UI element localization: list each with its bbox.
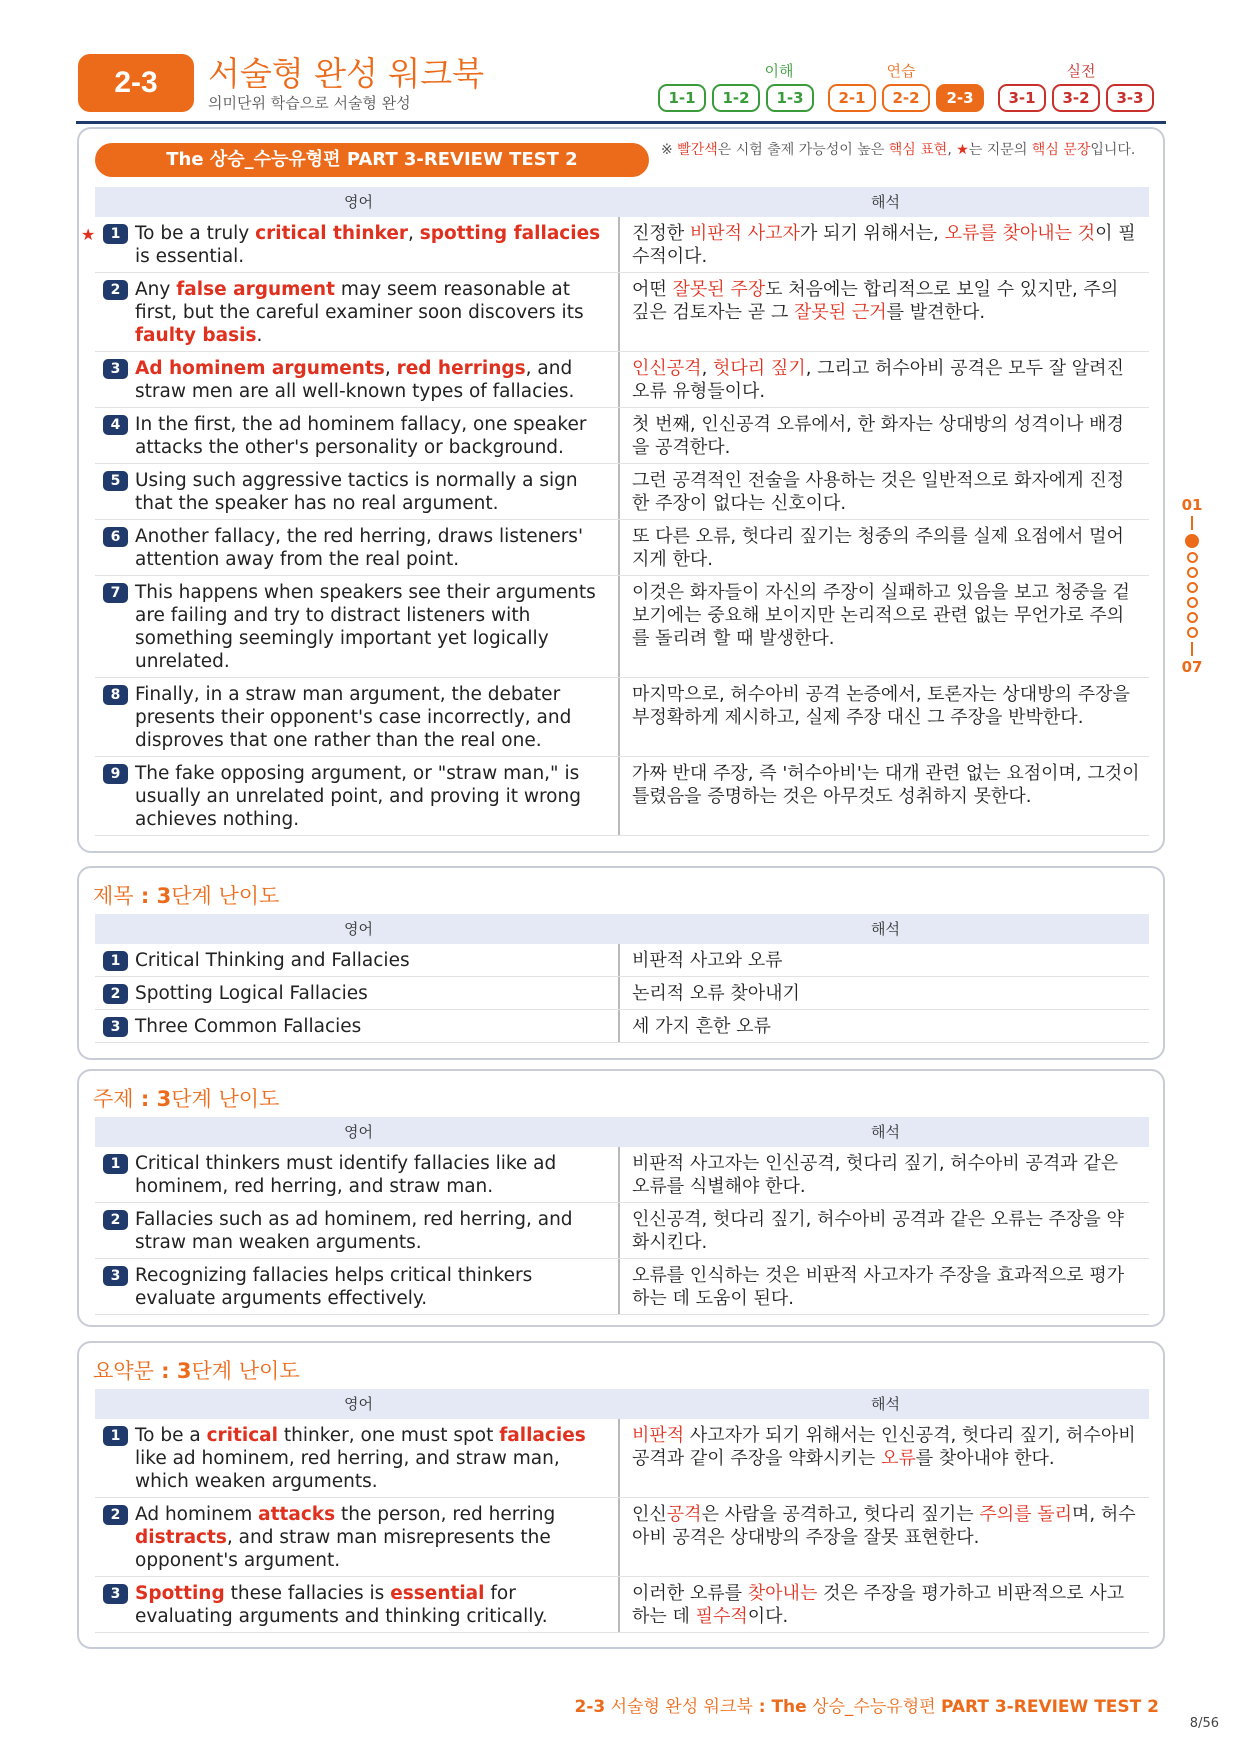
english-cell — [95, 1259, 620, 1314]
step-3-1[interactable]: 3-1 — [998, 84, 1046, 112]
note-text: 입니다. — [1090, 142, 1136, 158]
summary-panel — [77, 1341, 1165, 1649]
difficulty-level: 3 — [176, 1359, 192, 1383]
korean-cell — [620, 464, 1149, 519]
key-phrase: critical — [206, 1425, 279, 1446]
legend-note — [661, 141, 1157, 160]
step-3-3[interactable]: 3-3 — [1106, 84, 1154, 112]
group-label-real: 실전 — [1066, 62, 1096, 80]
korean-cell — [620, 273, 1149, 351]
step-1-1[interactable]: 1-1 — [658, 84, 706, 112]
english-text: The fake opposing argument, or "straw man," is usually an unrelated point, and proving it wrong achieves nothing. — [135, 763, 581, 830]
note-red-keyword: 빨간색 — [677, 142, 718, 158]
sentence-number: 2 — [103, 280, 128, 300]
key-phrase: 잘못된 근거 — [794, 302, 887, 323]
column-header-korean: 해석 — [871, 920, 900, 938]
korean-cell — [620, 1259, 1149, 1314]
key-phrase: false argument — [176, 279, 335, 300]
korean-cell — [620, 757, 1149, 835]
key-phrase: 공격 — [666, 1504, 702, 1525]
korean-text: 진정한 — [632, 223, 690, 244]
english-cell — [95, 757, 620, 835]
table-row — [95, 977, 1149, 1010]
header-divider — [76, 121, 1166, 124]
section-separator: : — [153, 1359, 177, 1383]
review-table — [81, 187, 1149, 836]
english-text: , — [384, 358, 397, 379]
section-title — [93, 1355, 300, 1385]
table-row — [95, 1147, 1149, 1203]
korean-text: , — [701, 358, 714, 379]
table-row — [95, 1259, 1149, 1315]
summary-rows — [95, 1419, 1149, 1633]
note-text: ※ — [661, 142, 678, 158]
side-progress-nav — [1178, 496, 1206, 676]
sentence-number: 1 — [103, 1154, 128, 1174]
difficulty-level: 3 — [156, 1087, 172, 1111]
korean-cell — [620, 944, 1149, 976]
page-number: 8/56 — [1189, 1716, 1219, 1731]
english-text: Critical Thinking and Fallacies — [135, 950, 410, 971]
table-row — [81, 217, 1149, 273]
english-text: like ad hominem, red herring, and straw man, which weaken arguments. — [135, 1448, 560, 1492]
column-header-english: 영어 — [344, 193, 373, 211]
key-phrase: critical thinker — [255, 223, 408, 244]
key-phrase: 필수적 — [695, 1606, 748, 1627]
english-text: Ad hominem — [135, 1504, 259, 1525]
side-nav-dot[interactable] — [1187, 627, 1198, 638]
korean-text: 세 가지 흔한 오류 — [632, 1016, 771, 1037]
english-text: To be a truly — [135, 223, 256, 244]
sentence-number: 8 — [103, 685, 128, 705]
sentence-number: 3 — [103, 359, 128, 379]
sentence-number: 2 — [103, 984, 128, 1004]
sentence-number: 3 — [103, 1584, 128, 1604]
korean-cell — [620, 1419, 1149, 1497]
english-cell — [95, 352, 620, 407]
english-text: , and straw men are all well-known types of fallacies. — [135, 358, 575, 402]
note-text: 은 시험 출제 가능성이 높은 — [717, 142, 889, 158]
column-header-english: 영어 — [344, 1123, 373, 1141]
footer-source — [574, 1692, 1159, 1717]
english-text: may seem reasonable at first, but the careful examiner soon discovers its — [135, 279, 584, 323]
korean-text: 오류를 인식하는 것은 비판적 사고자가 주장을 효과적으로 평가하는 데 도움이 된다. — [632, 1265, 1125, 1309]
theme-rows — [95, 1147, 1149, 1315]
korean-cell — [620, 217, 1149, 272]
star-icon: ★ — [81, 225, 96, 244]
table-header — [95, 1117, 1149, 1147]
english-text: the person, red herring — [335, 1504, 556, 1525]
table-row — [95, 1203, 1149, 1259]
column-header-korean: 해석 — [871, 1123, 900, 1141]
table-row — [95, 464, 1149, 520]
sentence-number: 4 — [103, 415, 128, 435]
title-rows — [95, 944, 1149, 1043]
english-cell — [95, 464, 620, 519]
column-header-english: 영어 — [344, 1395, 373, 1413]
korean-text: 도 처음에는 합리적으로 보일 수 있지만, 주의 깊은 검토자는 곧 그 — [632, 279, 1119, 323]
table-row — [95, 1419, 1149, 1498]
key-phrase: 오류 — [880, 1448, 916, 1469]
side-nav-dot[interactable] — [1187, 552, 1198, 563]
step-1-2[interactable]: 1-2 — [712, 84, 760, 112]
step-2-3[interactable]: 2-3 — [936, 84, 984, 112]
english-text: Three Common Fallacies — [135, 1016, 362, 1037]
korean-text: 이러한 오류를 — [632, 1583, 748, 1604]
table-header — [95, 914, 1149, 944]
title-table — [95, 914, 1149, 1043]
korean-text: 그런 공격적인 전술을 사용하는 것은 일반적으로 화자에게 진정한 주장이 없다는 신호이다. — [632, 470, 1125, 514]
footer-code: 2-3 — [574, 1697, 606, 1717]
side-nav-bar — [1191, 516, 1193, 530]
korean-text: 인신 — [632, 1504, 667, 1525]
korean-text: 논리적 오류 찾아내기 — [632, 983, 800, 1004]
english-cell — [95, 1419, 620, 1497]
korean-cell — [620, 352, 1149, 407]
star-icon: ★ — [956, 142, 969, 158]
footer-source-prefix: The — [771, 1697, 807, 1717]
korean-text: 비판적 사고자는 인신공격, 헛다리 짚기, 허수아비 공격과 같은 오류를 식별해야 한다. — [632, 1153, 1119, 1197]
summary-table — [95, 1389, 1149, 1633]
unit-badge: 2-3 — [78, 54, 194, 112]
side-nav-dot[interactable] — [1187, 612, 1198, 623]
key-phrase: 비판적 — [632, 1425, 685, 1446]
table-row — [95, 273, 1149, 352]
review-rows — [81, 217, 1149, 836]
korean-text: 를 찾아내야 한다. — [915, 1448, 1055, 1469]
korean-text: 이 필수적이다. — [632, 223, 1136, 267]
review-panel — [77, 127, 1165, 853]
section-label: 주제 — [93, 1087, 134, 1111]
english-cell — [95, 1147, 620, 1202]
english-cell — [95, 944, 620, 976]
side-nav-dot[interactable] — [1187, 567, 1198, 578]
sentence-number: 1 — [103, 1426, 128, 1446]
page-subtitle: 의미단위 학습으로 서술형 완성 — [208, 94, 411, 112]
title-panel — [77, 866, 1165, 1060]
korean-text: 것은 주장을 평가하고 비판적으로 사고하는 데 — [632, 1583, 1125, 1627]
section-title — [93, 1083, 279, 1113]
section-separator: : — [133, 884, 157, 908]
table-row — [95, 944, 1149, 977]
english-text: these fallacies is — [224, 1583, 391, 1604]
sentence-number: 2 — [103, 1505, 128, 1525]
korean-cell — [620, 1010, 1149, 1042]
note-text: , — [947, 142, 957, 158]
key-phrase: distracts — [135, 1527, 227, 1548]
key-phrase: 주의를 돌리 — [979, 1504, 1072, 1525]
english-cell — [95, 576, 620, 677]
korean-text: 은 사람을 공격하고, 헛다리 짚기는 — [701, 1504, 980, 1525]
key-phrase: Spotting — [135, 1583, 225, 1604]
korean-cell — [620, 977, 1149, 1009]
korean-text: 며, 허수아비 공격은 상대방의 주장을 잘못 표현한다. — [632, 1504, 1136, 1548]
korean-text: 어떤 — [632, 279, 673, 300]
english-cell — [95, 1203, 620, 1258]
sentence-number: 3 — [103, 1266, 128, 1286]
footer-source-part: PART 3-REVIEW TEST 2 — [940, 1697, 1159, 1717]
table-row — [95, 678, 1149, 757]
difficulty-suffix: 단계 난이도 — [171, 1087, 280, 1111]
korean-text: 마지막으로, 허수아비 공격 논증에서, 토론자는 상대방의 주장을 부정확하게 제시하고, 실제 주장 대신 그 주장을 반박한다. — [632, 684, 1130, 728]
side-nav-end: 07 — [1181, 658, 1203, 676]
difficulty-suffix: 단계 난이도 — [171, 884, 280, 908]
korean-cell — [620, 576, 1149, 677]
korean-text: 또 다른 오류, 헛다리 짚기는 청중의 주의를 실제 요점에서 멀어지게 한다. — [632, 526, 1124, 570]
korean-text: 가짜 반대 주장, 즉 '허수아비'는 대개 관련 없는 요점이며, 그것이 틀렸음을 증명하는 것은 아무것도 성취하지 못한다. — [632, 763, 1140, 807]
korean-cell — [620, 1498, 1149, 1576]
english-text: for evaluating arguments and thinking critically. — [135, 1583, 548, 1627]
source-pill: The 상승_수능유형편 PART 3-REVIEW TEST 2 — [95, 143, 649, 177]
english-text: Any — [135, 279, 177, 300]
english-cell — [95, 678, 620, 756]
key-phrase: essential — [390, 1583, 485, 1604]
korean-text: 비판적 사고와 오류 — [632, 950, 783, 971]
english-cell — [95, 520, 620, 575]
english-text: Fallacies such as ad hominem, red herring, and straw man weaken arguments. — [135, 1209, 573, 1253]
group-label-practice: 연습 — [886, 62, 916, 80]
english-text: To be a — [135, 1425, 207, 1446]
sentence-number: 2 — [103, 1210, 128, 1230]
table-header — [95, 187, 1149, 217]
korean-text: 첫 번째, 인신공격 오류에서, 한 화자는 상대방의 성격이나 배경을 공격한다. — [632, 414, 1124, 458]
note-key-expression: 핵심 표현 — [888, 142, 948, 158]
table-row — [95, 1010, 1149, 1043]
korean-text: 이다. — [747, 1606, 789, 1627]
note-key-sentence: 핵심 문장 — [1031, 142, 1091, 158]
english-text: Critical thinkers must identify fallacies like ad hominem, red herring, and straw man. — [135, 1153, 557, 1197]
column-header-korean: 해석 — [871, 1395, 900, 1413]
key-phrase: 헛다리 짚기 — [713, 358, 806, 379]
footer-source-name: 상승_수능유형편 — [812, 1697, 936, 1717]
korean-text: 이것은 화자들이 자신의 주장이 실패하고 있음을 보고 청중을 겉보기에는 중요해 보이지만 논리적으로 관련 없는 무언가로 주의를 돌리려 할 때 발생한다. — [632, 582, 1130, 649]
sentence-number: 1 — [103, 224, 128, 244]
section-separator: : — [133, 1087, 157, 1111]
note-text: 는 지문의 — [968, 142, 1032, 158]
theme-panel — [77, 1069, 1165, 1327]
key-phrase: attacks — [258, 1504, 336, 1525]
side-nav-start: 01 — [1181, 496, 1203, 514]
english-cell — [95, 977, 620, 1009]
key-phrase: 인신공격 — [632, 358, 702, 379]
table-header — [95, 1389, 1149, 1419]
table-row — [95, 408, 1149, 464]
difficulty-level: 3 — [156, 884, 172, 908]
english-text: , and straw man misrepresents the opponent's argument. — [135, 1527, 551, 1571]
key-phrase: 찾아내는 — [747, 1583, 818, 1604]
side-nav-dot[interactable] — [1187, 597, 1198, 608]
english-text: Finally, in a straw man argument, the debater presents their opponent's case incorrectly, and disproves that one rather than the real one. — [135, 684, 572, 751]
english-cell — [81, 217, 620, 272]
english-cell — [95, 1498, 620, 1576]
sentence-number: 6 — [103, 527, 128, 547]
section-label: 제목 — [93, 884, 134, 908]
group-label-understand: 이해 — [764, 62, 794, 80]
page-title: 서술형 완성 워크북 — [208, 54, 485, 93]
key-phrase: spotting fallacies — [419, 223, 601, 244]
english-text: This happens when speakers see their arguments are failing and try to distract listeners with something seemingly important yet logically unrelated. — [135, 582, 596, 672]
english-text: Recognizing fallacies helps critical thinkers evaluate arguments effectively. — [135, 1265, 533, 1309]
column-header-english: 영어 — [344, 920, 373, 938]
korean-cell — [620, 1147, 1149, 1202]
table-row — [95, 1498, 1149, 1577]
korean-cell — [620, 678, 1149, 756]
english-text: . — [256, 325, 263, 346]
sentence-number: 3 — [103, 1017, 128, 1037]
korean-cell — [620, 1203, 1149, 1258]
english-text: thinker, one must spot — [278, 1425, 500, 1446]
korean-text: 사고자가 되기 위해서는 인신공격, 헛다리 짚기, 허수아비 공격과 같이 주장을 약화시키는 — [632, 1425, 1136, 1469]
english-cell — [95, 408, 620, 463]
english-text: Using such aggressive tactics is normally a sign that the speaker has no real argument. — [135, 470, 578, 514]
section-label: 요약문 — [93, 1359, 154, 1383]
sentence-number: 1 — [103, 951, 128, 971]
table-row — [95, 352, 1149, 408]
korean-text: , 그리고 허수아비 공격은 모두 잘 알려진 오류 유형들이다. — [632, 358, 1124, 402]
english-text: is essential. — [135, 246, 245, 267]
footer-separator: : — [752, 1697, 772, 1717]
korean-cell — [620, 408, 1149, 463]
key-phrase: 비판적 사고자 — [689, 223, 800, 244]
step-3-2[interactable]: 3-2 — [1052, 84, 1100, 112]
difficulty-suffix: 단계 난이도 — [191, 1359, 300, 1383]
footer-book: 서술형 완성 워크북 — [610, 1697, 753, 1717]
key-phrase: faulty basis — [135, 325, 257, 346]
side-nav-dots — [1178, 534, 1206, 638]
english-text: Spotting Logical Fallacies — [135, 983, 368, 1004]
table-row — [95, 757, 1149, 836]
english-text: In the first, the ad hominem fallacy, one speaker attacks the other's personality or background. — [135, 414, 587, 458]
side-nav-bar — [1191, 642, 1193, 656]
english-text: , — [408, 223, 420, 244]
step-1-3[interactable]: 1-3 — [766, 84, 814, 112]
key-phrase: 잘못된 주장 — [672, 279, 766, 300]
table-row — [95, 576, 1149, 678]
table-row — [95, 520, 1149, 576]
sentence-number: 9 — [103, 764, 128, 784]
english-cell — [95, 1577, 620, 1632]
theme-table — [95, 1117, 1149, 1315]
side-nav-dot-active[interactable] — [1185, 534, 1199, 548]
key-phrase: 오류를 찾아내는 것 — [944, 223, 1096, 244]
column-header-korean: 해석 — [871, 193, 900, 211]
key-phrase: fallacies — [499, 1425, 586, 1446]
section-title — [93, 880, 279, 910]
korean-cell — [620, 1577, 1149, 1632]
korean-cell — [620, 520, 1149, 575]
korean-text: 인신공격, 헛다리 짚기, 허수아비 공격과 같은 오류는 주장을 약화시킨다. — [632, 1209, 1124, 1253]
key-phrase: red herrings — [396, 358, 526, 379]
sentence-number: 7 — [103, 583, 128, 603]
side-nav-dot[interactable] — [1187, 582, 1198, 593]
key-phrase: Ad hominem arguments — [135, 358, 385, 379]
sentence-number: 5 — [103, 471, 128, 491]
korean-text: 가 되기 위해서는, — [799, 223, 945, 244]
step-2-2[interactable]: 2-2 — [882, 84, 930, 112]
english-cell — [95, 1010, 620, 1042]
step-2-1[interactable]: 2-1 — [828, 84, 876, 112]
english-text: Another fallacy, the red herring, draws listeners' attention away from the real point. — [135, 526, 584, 570]
korean-text: 를 발견한다. — [886, 302, 986, 323]
english-cell — [95, 273, 620, 351]
table-row — [95, 1577, 1149, 1633]
